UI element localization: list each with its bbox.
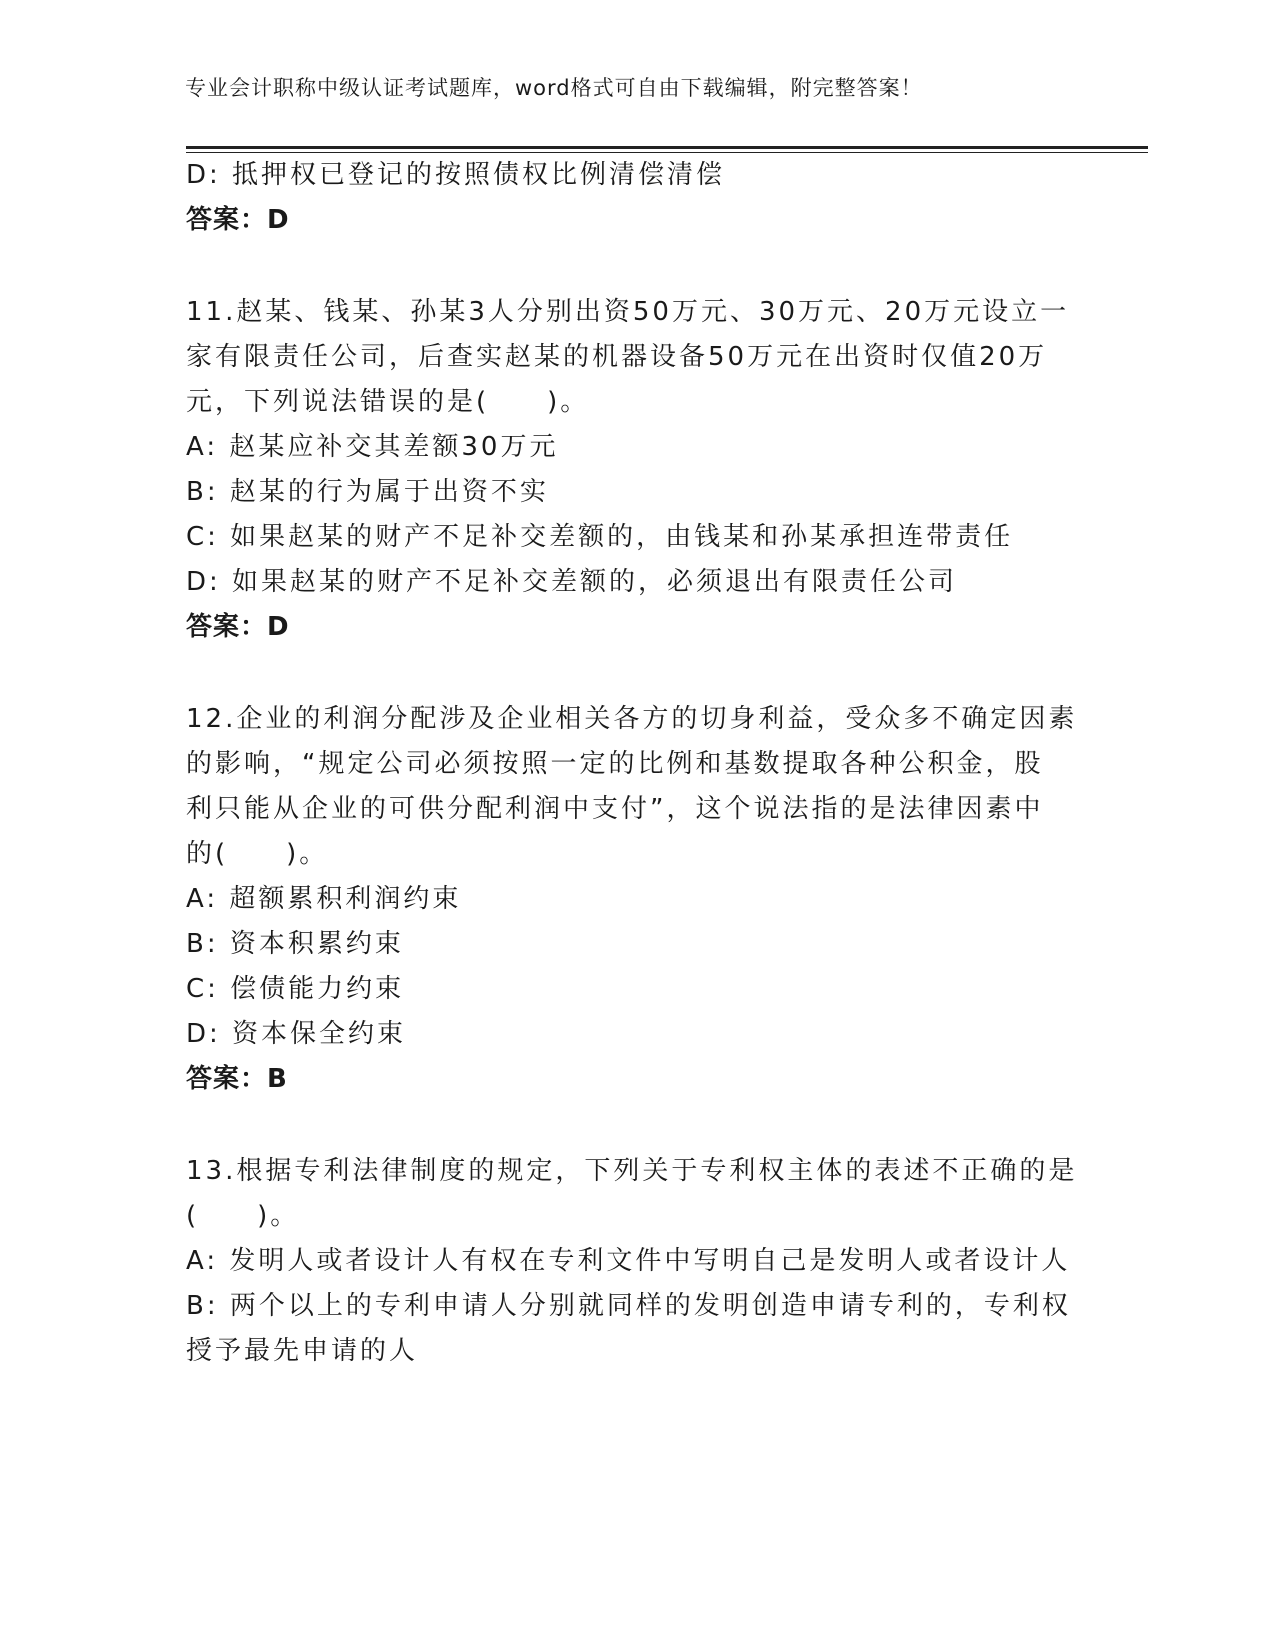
question-stem-line: ( )。 [186,1201,300,1231]
option-b: B: 赵某的行为属于出资不实 [186,477,549,507]
question-stem-line: 的影响，“规定公司必须按照一定的比例和基数提取各种公积金，股 [186,749,1044,779]
answer: 答案：D [186,612,290,642]
question-11 [186,290,1086,650]
question-stem-line: 元，下列说法错误的是( )。 [186,387,590,417]
question-stem-line: 家有限责任公司，后查实赵某的机器设备50万元在出资时仅值20万 [186,342,1048,372]
question-stem-line: 11.赵某、钱某、孙某3人分别出资50万元、30万元、20万元设立一 [186,297,1070,327]
option-d: D: 抵押权已登记的按照债权比例清偿清偿 [186,160,726,190]
option-a: A: 发明人或者设计人有权在专利文件中写明自己是发明人或者设计人 [186,1246,1071,1276]
previous-question-tail [186,153,1086,243]
spacer [186,650,1086,697]
option-c: C: 偿债能力约束 [186,974,405,1004]
option-b-continued: 授予最先申请的人 [186,1336,419,1366]
option-b: B: 资本积累约束 [186,929,404,959]
answer: 答案：B [186,1064,288,1094]
option-d: D: 资本保全约束 [186,1019,407,1049]
question-stem-line: 12.企业的利润分配涉及企业相关各方的切身利益，受众多不确定因素 [186,704,1078,734]
spacer [186,1102,1086,1149]
question-stem-line: 13.根据专利法律制度的规定，下列关于专利权主体的表述不正确的是 [186,1156,1078,1186]
option-a: A: 超额累积利润约束 [186,884,462,914]
option-a: A: 赵某应补交其差额30万元 [186,432,559,462]
question-13 [186,1149,1086,1374]
page-header: 专业会计职称中级认证考试题库，word格式可自由下载编辑，附完整答案！ [185,76,923,100]
option-b: B: 两个以上的专利申请人分别就同样的发明创造申请专利的，专利权 [186,1291,1071,1321]
answer: 答案：D [186,205,290,235]
spacer [186,243,1086,290]
question-stem-line: 利只能从企业的可供分配利润中支付”，这个说法指的是法律因素中 [186,794,1044,824]
document-body [186,153,1086,1374]
question-stem-line: 的( )。 [186,839,329,869]
header-rule-thick [186,146,1148,149]
question-12 [186,697,1086,1102]
option-d: D: 如果赵某的财产不足补交差额的，必须退出有限责任公司 [186,567,958,597]
option-c: C: 如果赵某的财产不足补交差额的，由钱某和孙某承担连带责任 [186,522,1014,552]
